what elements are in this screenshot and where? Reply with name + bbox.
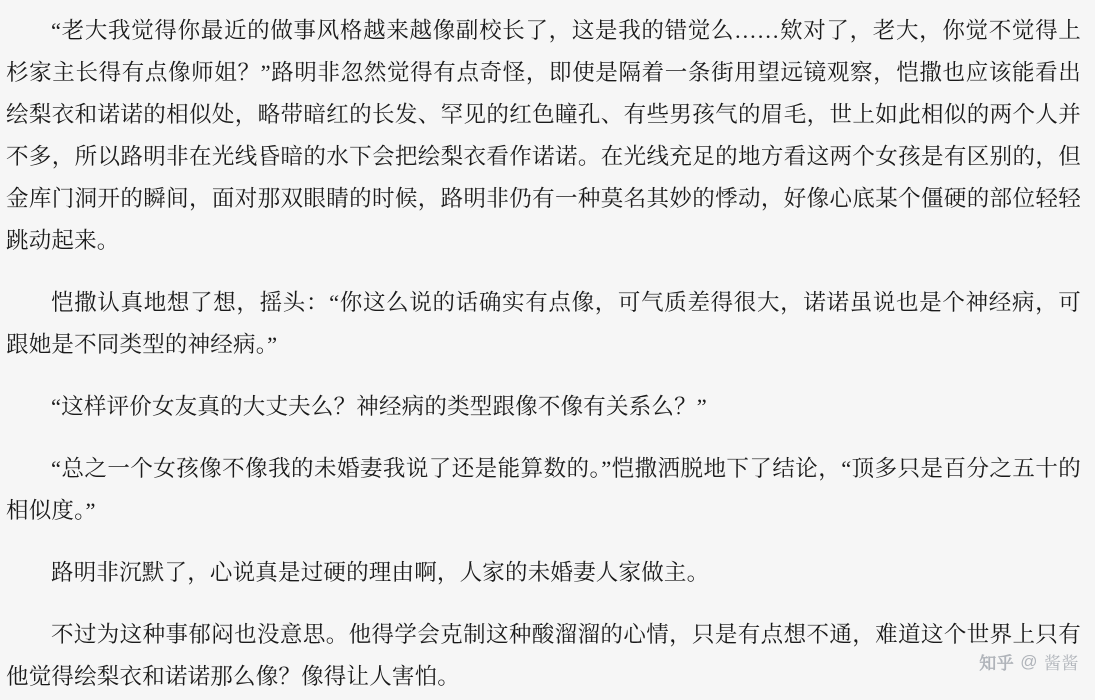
paragraph: “老大我觉得你最近的做事风格越来越像副校长了，这是我的错觉么……欸对了，老大，你觉不觉得上杉家主长得有点像师姐？”路明非忽然觉得有点奇怪，即使是隔着一条街用望远镜观察，恺撒也应该能看出绘梨衣和诺诺的相似处，略带暗红的长发、罕见的红色瞳孔、有些男孩气的眉毛，世上如此相似的两个人并不多，所以路明非在光线昏暗的水下会把绘梨衣看作诺诺。在光线充足的地方看这两个女孩是有区别的，但金库门洞开的瞬间，面对那双眼睛的时候，路明非仍有一种莫名其妙的悸动，好像心底某个僵硬的部位轻轻跳动起来。 [6,18,1081,253]
watermark [979,649,1079,674]
zhihu-logo-icon: 知乎 [979,654,1015,673]
paragraph: “这样评价女友真的大丈夫么？神经病的类型跟像不像有关系么？” [51,394,707,419]
paragraph: “总之一个女孩像不像我的未婚妻我说了还是能算数的。”恺撒洒脱地下了结论，“顶多只是百分之五十的相似度。” [6,456,1081,523]
paragraph: 不过为这种事郁闷也没意思。他得学会克制这种酸溜溜的心情，只是有点想不通，难道这个世界上只有他觉得绘梨衣和诺诺那么像？像得让人害怕。 [6,622,1081,689]
paragraph: 恺撒认真地想了想，摇头：“你这么说的话确实有点像，可气质差得很大，诺诺虽说也是个神经病，可跟她是不同类型的神经病。” [6,290,1081,357]
article-body [6,10,1081,698]
at-symbol-icon: @ [1020,651,1038,671]
watermark-username: 酱酱 [1044,654,1079,673]
paragraph: 路明非沉默了，心说真是过硬的理由啊，人家的未婚妻人家做主。 [51,560,710,585]
